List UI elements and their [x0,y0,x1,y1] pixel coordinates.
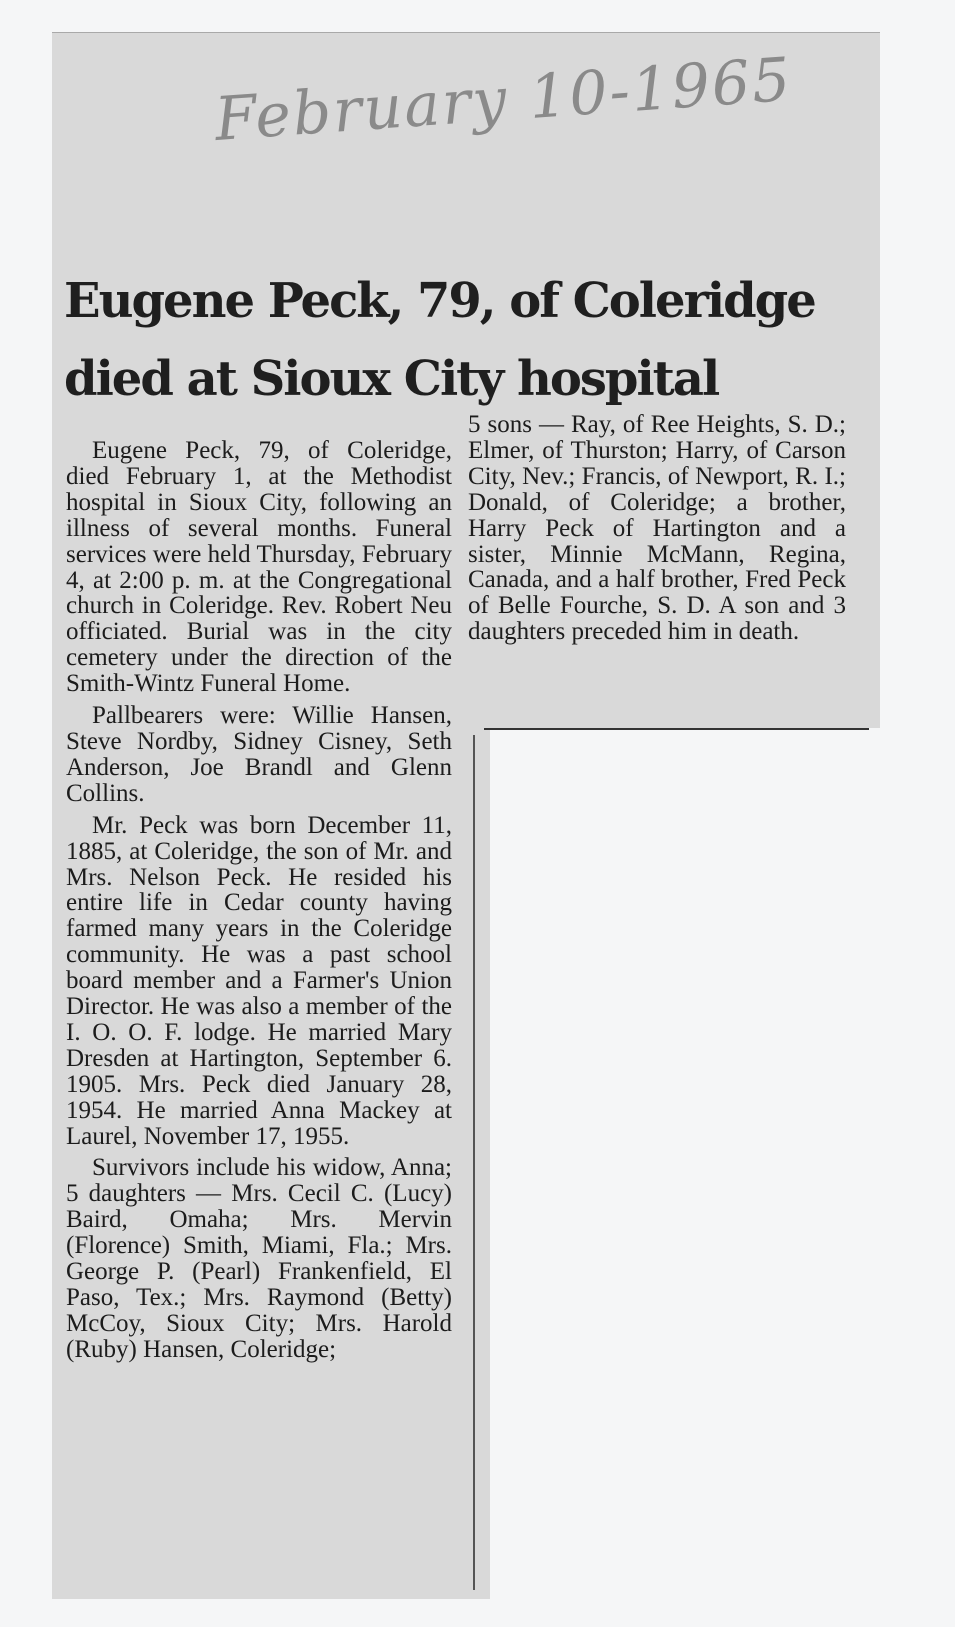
paragraph-funeral: Eugene Peck, 79, of Coleridge, died February 1, at the Methodist hospital in Sioux City, following an illness of several months. Funeral services were held Thursday, February 4, at 2:00 p. m. at the Congregational church in Coleridge. Rev. Robert Neu officiated. Burial was in the city cemetery under the direction of the Smith-Wintz Funeral Home. [66,437,452,698]
article-column-1 [66,438,452,1369]
paragraph-survivors-continued: 5 sons — Ray, of Ree Heights, S. D.; Elmer, of Thurston; Harry, of Carson City, Nev.; Francis, of Newport, R. I.; Donald, of Coleridge; a brother, Harry Peck of Hartington and a sister, Minnie McMann, Regina, Canada, and a half brother, Fred Peck of Belle Fourche, S. D. A son and 3 daughters preceded him in death. [468,411,846,646]
paragraph-biography: Mr. Peck was born December 11, 1885, at Coleridge, the son of Mr. and Mrs. Nelson Peck. He resided his entire life in Cedar county having farmed many years in the Coleridge community. He was a past school board member and a Farmer's Union Director. He was also a member of the I. O. O. F. lodge. He married Mary Dresden at Hartington, September 6. 1905. Mrs. Peck died January 28, 1954. He married Anna Mackey at Laurel, November 17, 1955. [66,811,452,1150]
column-divider-rule [473,735,475,1590]
column-end-rule [484,728,869,730]
handwritten-date: February 10-1965 [212,44,795,155]
paragraph-pallbearers: Pallbearers were: Willie Hansen, Steve Nordby, Sidney Cisney, Seth Anderson, Joe Brandl and Glenn Collins. [66,702,452,807]
article-column-2 [468,412,846,651]
paragraph-survivors: Survivors include his widow, Anna; 5 daughters — Mrs. Cecil C. (Lucy) Baird, Omaha; Mrs. Mervin (Florence) Smith, Miami, Fla.; Mrs. George P. (Pearl) Frankenfield, El Paso, Tex.; Mrs. Raymond (Betty) McCoy, Sioux City; Mrs. Harold (Ruby) Hansen, Coleridge; [66,1154,452,1363]
headline: Eugene Peck, 79, of Coleridge died at Sioux City hospital [64,273,815,407]
